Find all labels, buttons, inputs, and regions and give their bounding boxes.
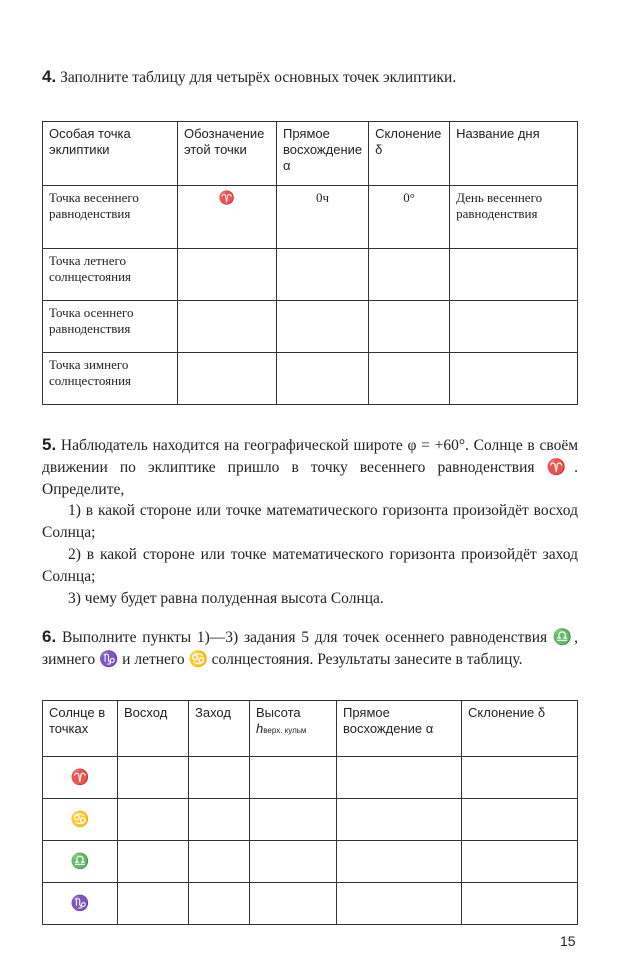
task5-item: 1) в какой стороне или точке математического горизонта произойдёт восход Солнца;	[42, 502, 578, 541]
task5-item: 3) чему будет равна полуденная высота Солнца.	[68, 590, 384, 607]
empty-cell[interactable]	[337, 841, 462, 883]
empty-cell[interactable]	[178, 353, 277, 405]
empty-cell[interactable]	[277, 249, 369, 301]
empty-cell[interactable]	[450, 353, 578, 405]
empty-cell[interactable]	[189, 757, 250, 799]
empty-cell[interactable]	[250, 841, 337, 883]
empty-cell[interactable]	[450, 301, 578, 353]
column-header: Склонение δ	[462, 701, 578, 757]
empty-cell[interactable]	[178, 301, 277, 353]
cancer-symbol-cell: ♋	[43, 799, 118, 841]
column-header: Обозначение этой точки	[178, 122, 277, 186]
table-row	[43, 249, 578, 301]
empty-cell[interactable]	[277, 353, 369, 405]
column-header: Восход	[118, 701, 189, 757]
empty-cell[interactable]	[337, 799, 462, 841]
empty-cell[interactable]	[118, 883, 189, 925]
table-header-row	[43, 122, 578, 186]
empty-cell[interactable]	[189, 883, 250, 925]
table-cell: Точка зимнего солнцестояния	[43, 353, 178, 405]
empty-cell[interactable]	[250, 757, 337, 799]
empty-cell[interactable]	[369, 249, 450, 301]
empty-cell[interactable]	[250, 883, 337, 925]
table-cell: День весеннего равноденствия	[450, 186, 578, 249]
page-number: 15	[560, 933, 576, 949]
table-cell: Точка осеннего равноденствия	[43, 301, 178, 353]
empty-cell[interactable]	[118, 799, 189, 841]
task4-number: 4.	[42, 67, 57, 86]
table-row	[43, 186, 578, 249]
table-cell: Точка весеннего равноденствия	[43, 186, 178, 249]
column-header: Склонение δ	[369, 122, 450, 186]
height-subscript: верх. кульм	[263, 726, 307, 735]
empty-cell[interactable]	[118, 757, 189, 799]
column-header: Название дня	[450, 122, 578, 186]
table-row	[43, 883, 578, 925]
empty-cell[interactable]	[178, 249, 277, 301]
empty-cell[interactable]	[462, 883, 578, 925]
column-header: Заход	[189, 701, 250, 757]
task5-number: 5.	[42, 435, 57, 454]
table-row	[43, 301, 578, 353]
empty-cell[interactable]	[189, 799, 250, 841]
table-cell: 0°	[369, 186, 450, 249]
empty-cell[interactable]	[118, 841, 189, 883]
task6-text: Выполните пункты 1)—3) задания 5 для точек осеннего равноденствия ♎, зимнего ♑ и летнего ♋ солнцестояния. Результаты занесите в таблицу.	[42, 629, 578, 668]
table-row	[43, 799, 578, 841]
capricorn-symbol-cell: ♑	[43, 883, 118, 925]
task6-paragraph	[42, 626, 578, 671]
table-header-row	[43, 701, 578, 757]
empty-cell[interactable]	[277, 301, 369, 353]
task5-item: 2) в какой стороне или точке математического горизонта произойдёт заход Солнца;	[42, 546, 578, 585]
empty-cell[interactable]	[369, 301, 450, 353]
table-cell: Точка летнего солнцестояния	[43, 249, 178, 301]
column-header-label: Высота	[256, 705, 301, 720]
task6-number: 6.	[42, 627, 57, 646]
column-header: Прямое восхождение α	[337, 701, 462, 757]
column-header: Особая точка эклиптики	[43, 122, 178, 186]
empty-cell[interactable]	[337, 757, 462, 799]
height-column-header	[250, 701, 337, 757]
table-row	[43, 841, 578, 883]
sun-positions-table	[42, 700, 578, 925]
height-variable: h	[256, 721, 264, 736]
column-header: Солнце в точках	[43, 701, 118, 757]
task5-text: Наблюдатель находится на географической широте φ = +60°. Солнце в своём движении по эклиптике пришло в точку весеннего равноденствия ♈. Определите,	[42, 437, 579, 498]
table-row	[43, 353, 578, 405]
empty-cell[interactable]	[462, 799, 578, 841]
table-row	[43, 757, 578, 799]
empty-cell[interactable]	[189, 841, 250, 883]
aries-symbol-cell: ♈	[43, 757, 118, 799]
empty-cell[interactable]	[450, 249, 578, 301]
task5-paragraph	[42, 434, 578, 501]
task4-paragraph	[42, 66, 578, 89]
empty-cell[interactable]	[462, 841, 578, 883]
column-header: Прямое восхождение α	[277, 122, 369, 186]
aries-symbol-cell: ♈	[178, 186, 277, 249]
table-cell: 0ч	[277, 186, 369, 249]
ecliptic-points-table	[42, 121, 578, 405]
libra-symbol-cell: ♎	[43, 841, 118, 883]
empty-cell[interactable]	[369, 353, 450, 405]
empty-cell[interactable]	[250, 799, 337, 841]
empty-cell[interactable]	[337, 883, 462, 925]
empty-cell[interactable]	[462, 757, 578, 799]
task4-text: Заполните таблицу для четырёх основных точек эклиптики.	[60, 69, 457, 86]
